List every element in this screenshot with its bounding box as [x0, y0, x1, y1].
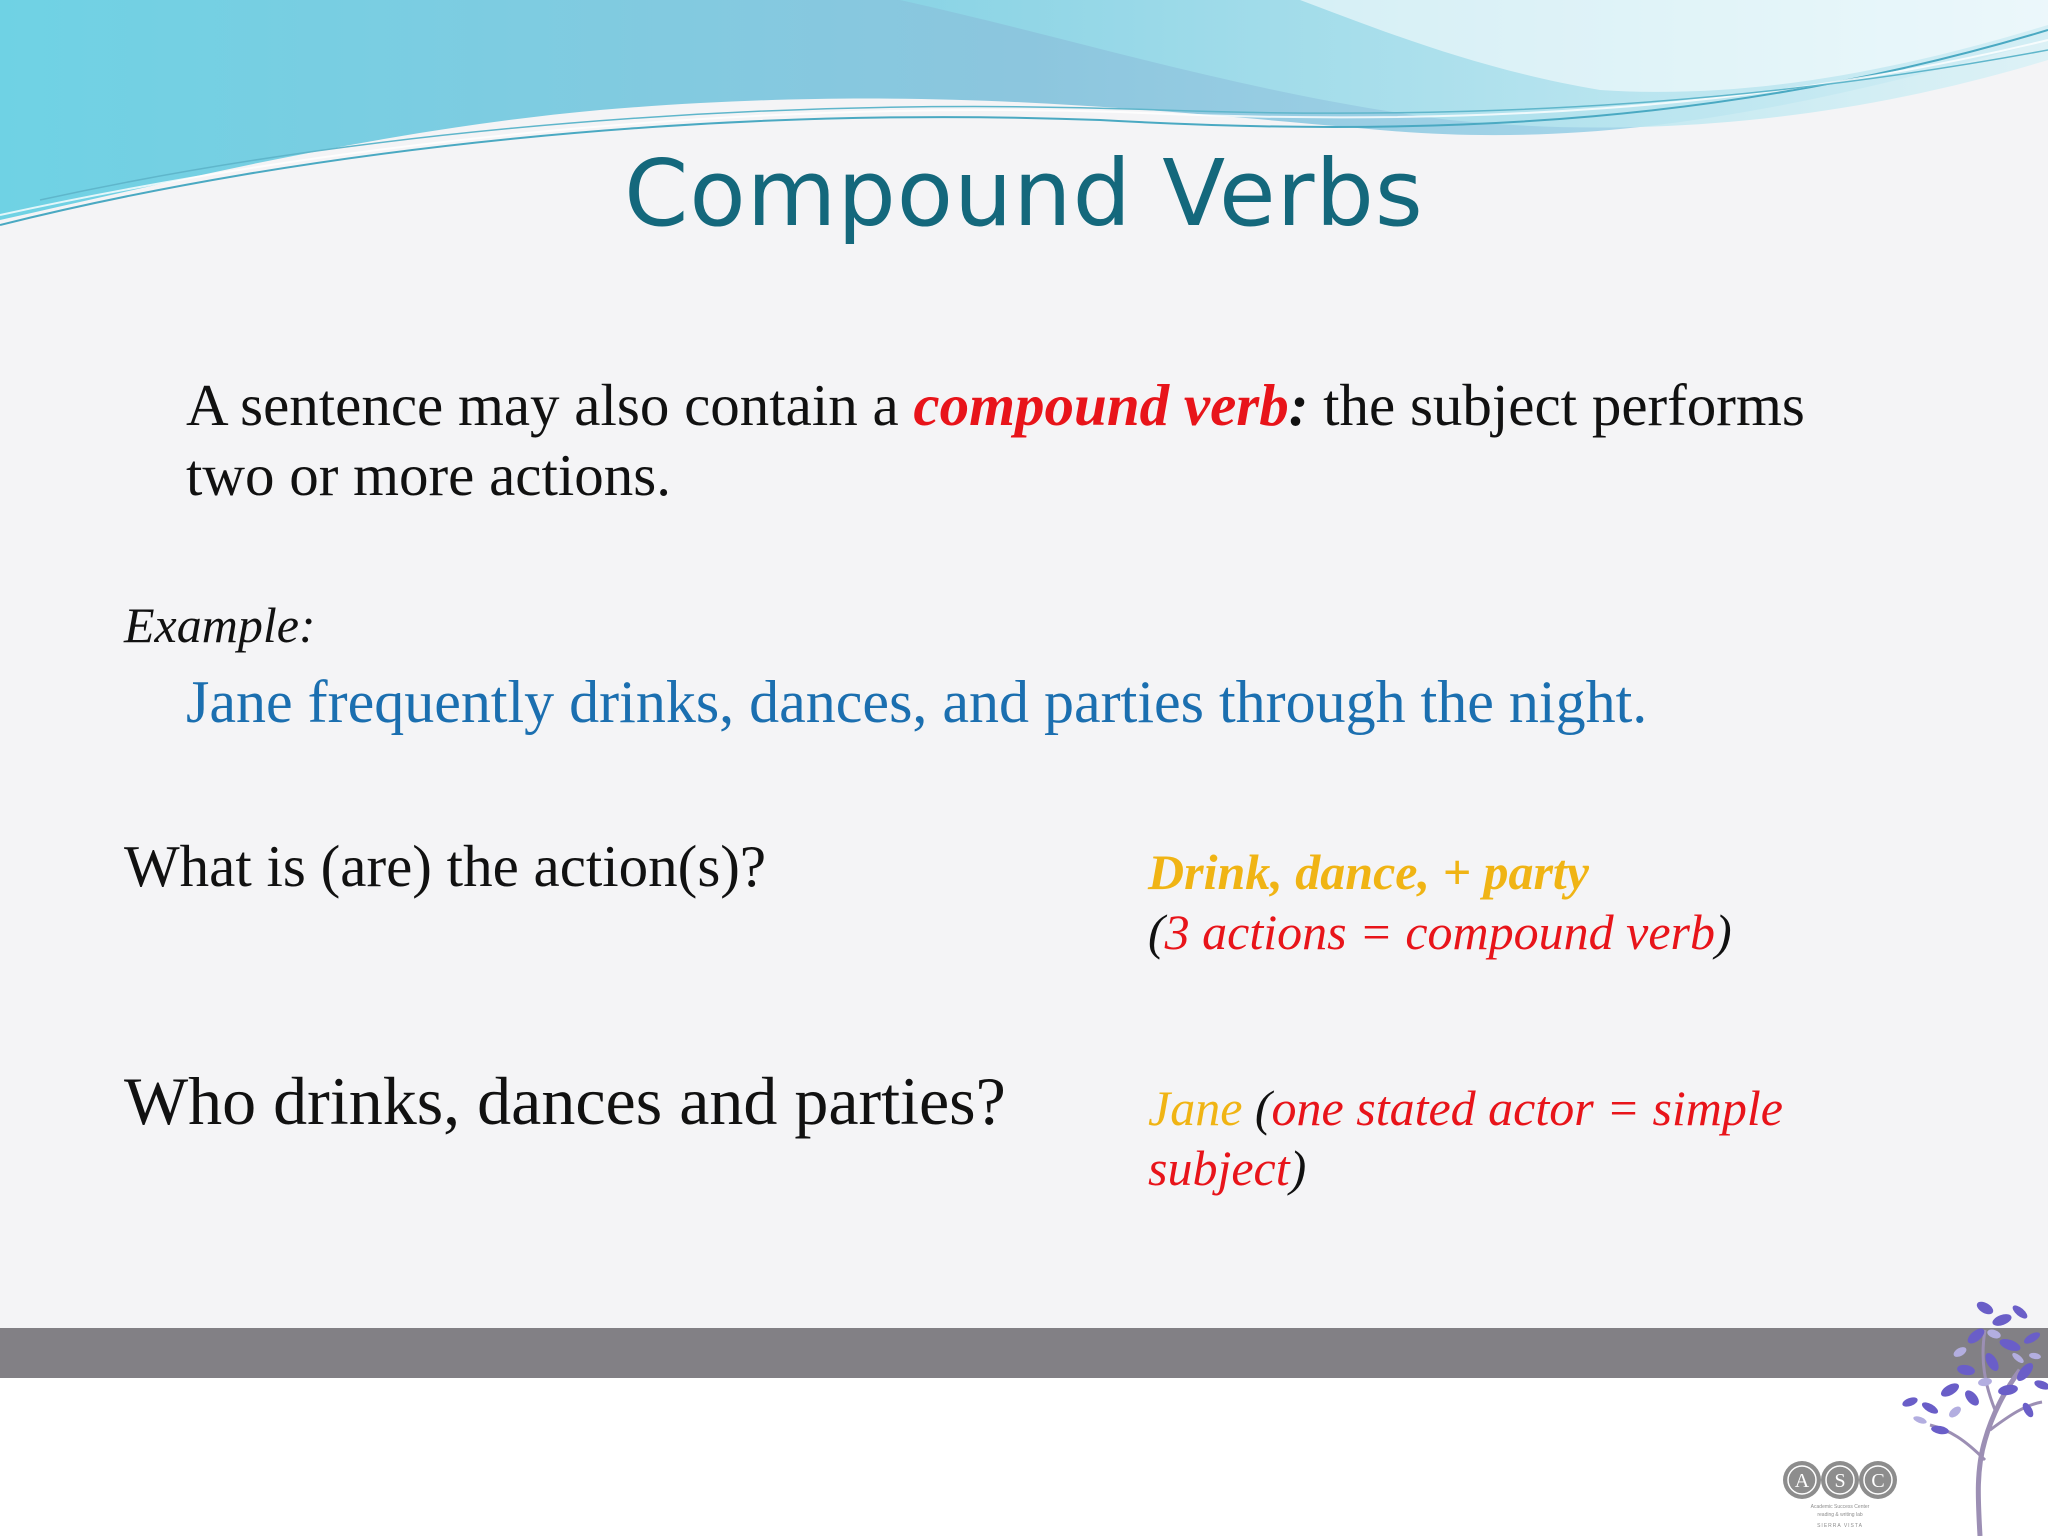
- example-sentence: Jane frequently drinks, dances, and parties through the night.: [186, 669, 1648, 735]
- logo-letter-a: A: [1794, 1470, 1810, 1492]
- question-subject: Who drinks, dances and parties?: [124, 1063, 1006, 1139]
- asc-letters: [1783, 1461, 1897, 1499]
- open-paren: (: [1242, 1080, 1272, 1136]
- logo-caption-3: SIERRA VISTA: [1817, 1523, 1863, 1529]
- answer-subject: [1148, 1078, 1908, 1198]
- slide-title: Compound Verbs: [624, 140, 1424, 247]
- intro-paragraph: [186, 370, 1886, 510]
- open-paren: (: [1148, 904, 1165, 960]
- asc-logo: [1780, 1290, 2048, 1536]
- intro-text-after: the subject performs two or more actions.: [186, 372, 1805, 508]
- answer-actions-detail-line: [1148, 902, 1948, 962]
- answer-subject-detail: one stated actor = simple subject: [1148, 1080, 1783, 1196]
- answer-actions-verbs: Drink, dance, + party: [1148, 844, 1589, 900]
- logo-letter-c: C: [1871, 1470, 1885, 1492]
- example-label: Example:: [124, 597, 316, 653]
- footer-bar: [0, 1328, 2048, 1378]
- answer-actions: [1148, 842, 1948, 962]
- close-paren: ): [1289, 1140, 1307, 1196]
- intro-text-before: A sentence may also contain a: [186, 372, 914, 438]
- logo-letter-s: S: [1834, 1470, 1846, 1492]
- intro-colon: :: [1288, 372, 1309, 438]
- answer-subject-name: Jane: [1148, 1080, 1243, 1136]
- question-actions: What is (are) the action(s)?: [124, 833, 767, 899]
- answer-actions-detail: 3 actions = compound verb: [1164, 904, 1715, 960]
- footer-area: [0, 1378, 2048, 1536]
- logo-caption-1: Academic Success Center: [1810, 1504, 1870, 1510]
- close-paren: ): [1714, 904, 1732, 960]
- intro-keyword: compound verb: [913, 372, 1289, 438]
- logo-caption-2: reading & writing lab: [1817, 1512, 1863, 1518]
- tree-icon: [1901, 1299, 2048, 1536]
